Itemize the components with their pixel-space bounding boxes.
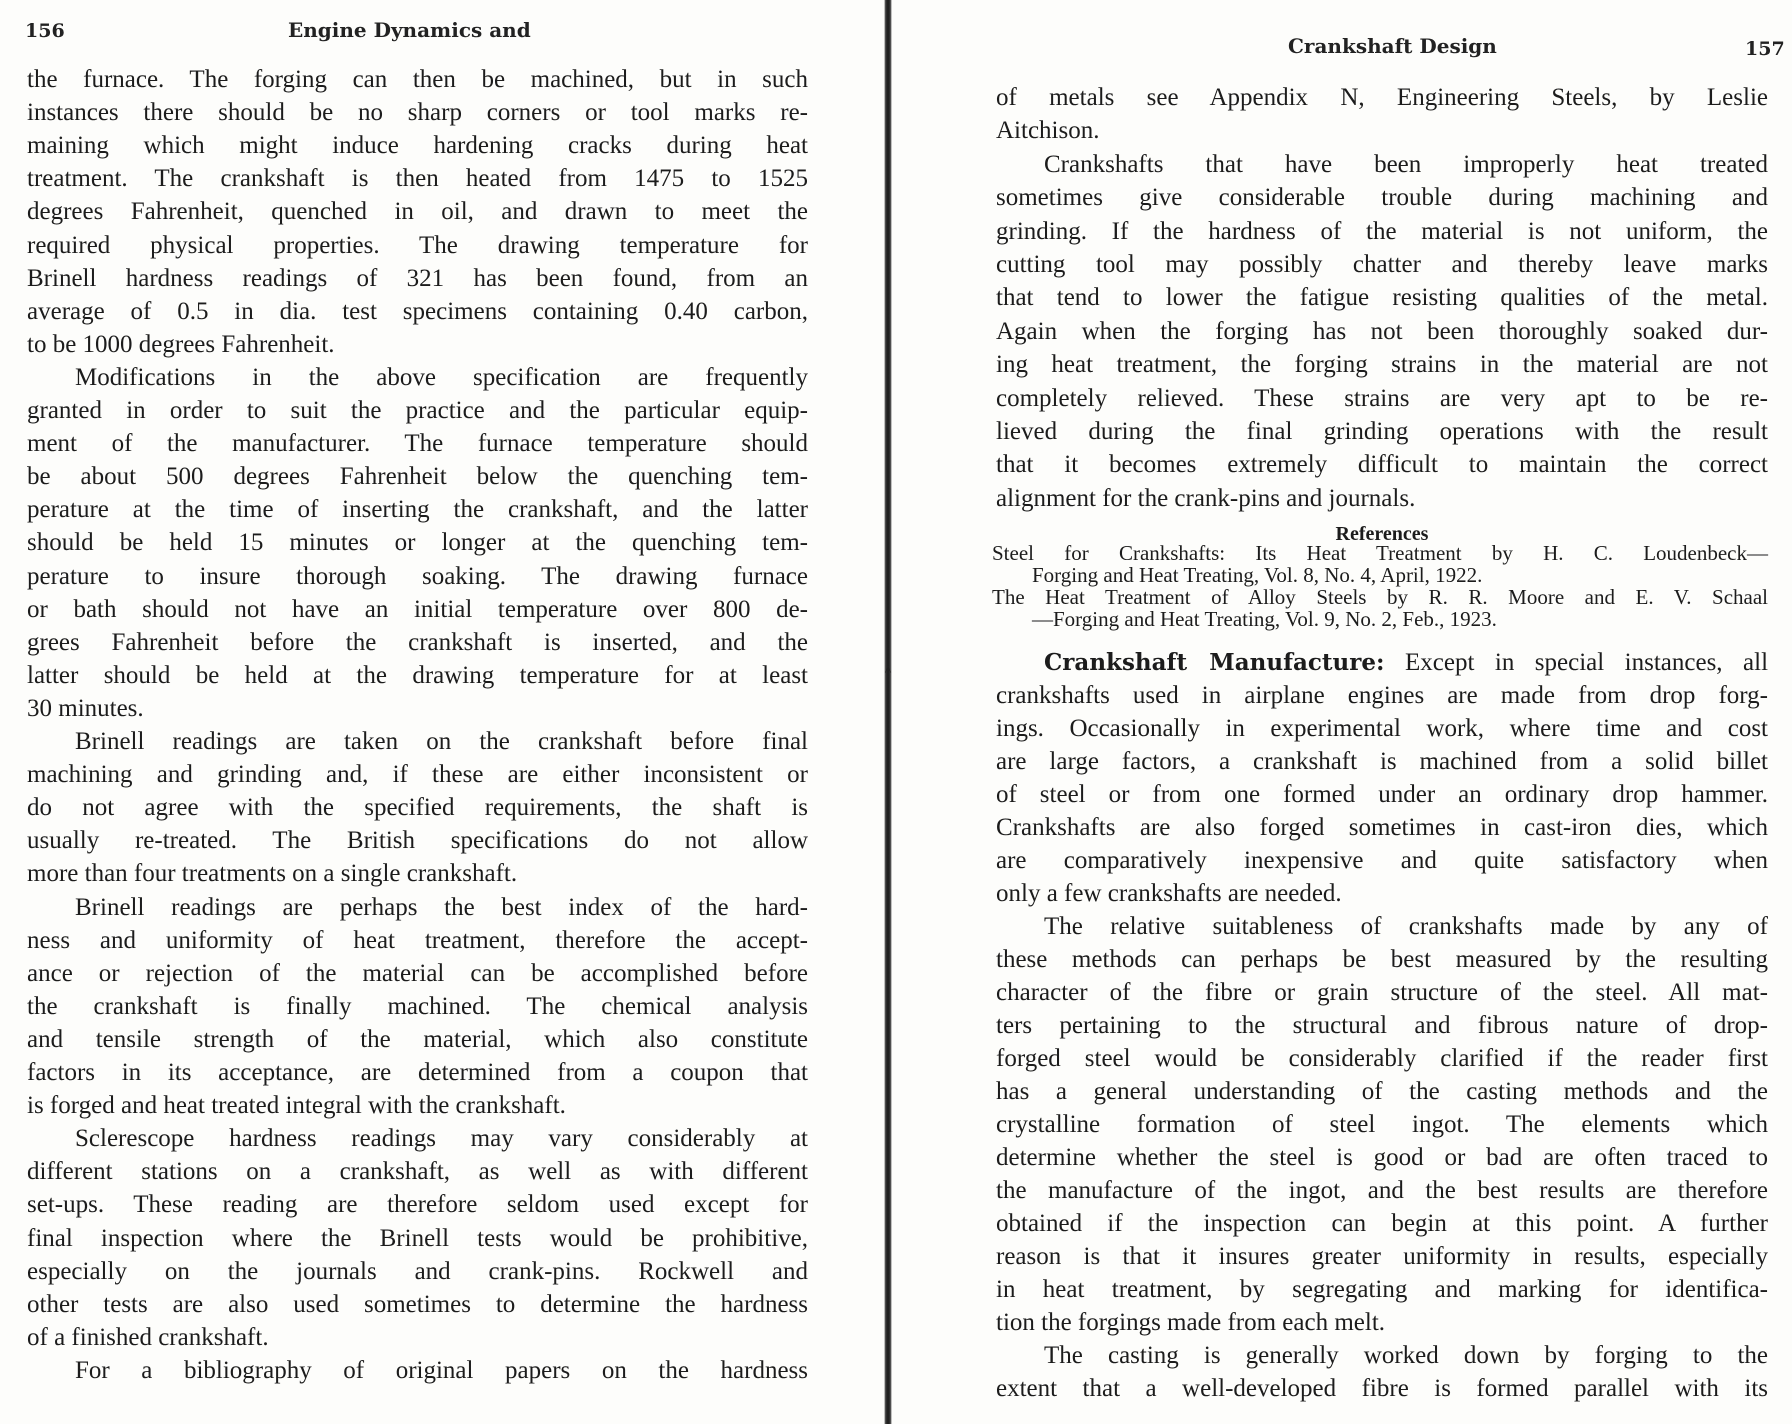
text-line: the manufacture of the ingot, and the best results are therefore [996,1177,1768,1204]
text-line: Brinell readings are taken on the crankshaft before final [75,728,808,755]
text-line: treatment. The crankshaft is then heated from 1475 to 1525 [27,165,808,193]
text-line: alignment for the crank-pins and journals. [996,484,1416,512]
text-line: do not agree with the specified requirements, the shaft is [27,794,808,822]
text-line: Brinell readings are perhaps the best index of the hard- [75,893,808,921]
text-line: Crankshafts that have been improperly heat treated [1044,150,1768,178]
text-line: Aitchison. [996,117,1100,145]
section-heading-crankshaft-manufacture: Crankshaft Manufacture: [1044,649,1385,676]
text-line: that it becomes extremely difficult to maintain the correct [996,451,1768,479]
reference-2-line-2: —Forging and Heat Treating, Vol. 9, No. 2, Feb., 1923. [1032,607,1497,631]
text-line: ing heat treatment, the forging strains in the material are not [996,351,1768,379]
text-line: more than four treatments on a single crankshaft. [27,860,518,888]
text-line: has a general understanding of the casting methods and the [996,1078,1768,1105]
text-line: perature to insure thorough soaking. The drawing furnace [27,562,808,590]
text-line: lieved during the final grinding operations with the result [996,418,1768,445]
text-line: ment of the manufacturer. The furnace temperature should [27,430,808,458]
running-head-left: Engine Dynamics and [288,18,531,42]
text-line: maining which might induce hardening cracks during heat [27,132,808,160]
text-line: usually re-treated. The British specifications do not allow [27,827,808,855]
section-first-line-text: Except in special instances, all [1384,649,1769,676]
text-line: required physical properties. The drawing temperature for [27,231,808,259]
text-line: For a bibliography of original papers on the hardness [75,1356,808,1384]
text-line: final inspection where the Brinell tests would be prohibitive, [27,1224,808,1252]
reference-1-line-1: Steel for Crankshafts: Its Heat Treatment by H. C. Loudenbeck— [992,541,1768,565]
text-line: degrees Fahrenheit, quenched in oil, and drawn to meet the [27,198,808,226]
text-line: completely relieved. These strains are very apt to be re- [996,384,1768,412]
text-line: Sclerescope hardness readings may vary considerably at [75,1125,808,1153]
text-line: of metals see Appendix N, Engineering Steels, by Leslie [996,84,1768,111]
text-line: crystalline formation of steel ingot. The elements which [996,1111,1768,1138]
text-line: determine whether the steel is good or bad are often traced to [996,1144,1768,1171]
left-page [0,0,884,1424]
text-line: tion the forgings made from each melt. [996,1309,1386,1336]
text-line: instances there should be no sharp corners or tool marks re- [27,99,808,127]
text-line: should be held 15 minutes or longer at the quenching tem- [27,529,808,557]
reference-1-line-2: Forging and Heat Treating, Vol. 8, No. 4, April, 1922. [1032,563,1483,587]
text-line: ters pertaining to the structural and fibrous nature of drop- [996,1012,1768,1039]
references-heading: References [1335,523,1429,545]
text-line: cutting tool may possibly chatter and thereby leave marks [996,251,1768,278]
text-line: ings. Occasionally in experimental work, where time and cost [996,715,1768,742]
text-line: in heat treatment, by segregating and marking for identifica- [996,1276,1768,1303]
text-line: different stations on a crankshaft, as well as with different [27,1158,808,1186]
text-line: ance or rejection of the material can be accomplished before [27,959,808,987]
text-line: Brinell hardness readings of 321 has been found, from an [27,264,808,292]
page-number-right: 157 [1745,38,1785,60]
text-line: the furnace. The forging can then be machined, but in such [27,66,808,93]
text-line: obtained if the inspection can begin at this point. A further [996,1210,1768,1237]
text-line: average of 0.5 in dia. test specimens containing 0.40 carbon, [27,297,808,325]
running-head-right: Crankshaft Design [1288,34,1497,58]
text-line: other tests are also used sometimes to determine the hardness [27,1290,808,1318]
text-line: sometimes give considerable trouble during machining and [996,184,1768,212]
book-gutter [884,0,892,1424]
text-line: granted in order to suit the practice and the particular equip- [27,397,808,424]
text-line: that tend to lower the fatigue resisting qualities of the metal. [996,284,1768,312]
text-line: forged steel would be considerably clarified if the reader first [996,1045,1768,1072]
text-line: are large factors, a crankshaft is machined from a solid billet [996,748,1768,775]
text-line: latter should be held at the drawing temperature for at least [27,661,808,689]
right-page [894,0,1792,1424]
text-line: machining and grinding and, if these are either inconsistent or [27,761,808,789]
text-line: character of the fibre or grain structure of the steel. All mat- [996,979,1768,1006]
text-line: Modifications in the above specification are frequently [75,363,808,391]
text-line: to be 1000 degrees Fahrenheit. [27,330,335,358]
text-line: Crankshafts are also forged sometimes in cast-iron dies, which [996,814,1768,841]
reference-2-line-1: The Heat Treatment of Alloy Steels by R. R. Moore and E. V. Schaal [992,585,1768,609]
text-line: grees Fahrenheit before the crankshaft is inserted, and the [27,628,808,656]
gutter-mark: ^ [884,664,892,679]
text-line: 30 minutes. [27,694,144,722]
text-line: Again when the forging has not been thoroughly soaked dur- [996,317,1768,345]
text-line: or bath should not have an initial temperature over 800 de- [27,595,808,623]
text-line: set-ups. These reading are therefore seldom used except for [27,1191,808,1219]
text-line: of steel or from one formed under an ordinary drop hammer. [996,781,1768,808]
text-line: are comparatively inexpensive and quite satisfactory when [996,847,1768,874]
text-line: especially on the journals and crank-pins. Rockwell and [27,1257,808,1285]
text-line: be about 500 degrees Fahrenheit below the quenching tem- [27,463,808,491]
text-line: grinding. If the hardness of the material is not uniform, the [996,217,1768,245]
section-first-line [996,648,1768,678]
text-line: and tensile strength of the material, which also constitute [27,1025,808,1053]
text-line: perature at the time of inserting the crankshaft, and the latter [27,496,808,524]
text-line: these methods can perhaps be best measured by the resulting [996,946,1768,973]
page-number-left: 156 [25,20,65,42]
text-line: the crankshaft is finally machined. The chemical analysis [27,992,808,1020]
text-line: crankshafts used in airplane engines are made from drop forg- [996,682,1768,709]
text-line: ness and uniformity of heat treatment, therefore the accept- [27,926,808,954]
text-line: of a finished crankshaft. [27,1323,269,1351]
text-line: factors in its acceptance, are determined from a coupon that [27,1059,808,1086]
text-line: The relative suitableness of crankshafts made by any of [1044,913,1768,940]
text-line: reason is that it insures greater uniformity in results, especially [996,1243,1768,1270]
text-line: is forged and heat treated integral with the crankshaft. [27,1092,566,1120]
text-line: The casting is generally worked down by forging to the [1044,1342,1768,1369]
text-line: extent that a well-developed fibre is formed parallel with its [996,1375,1768,1402]
text-line: only a few crankshafts are needed. [996,880,1342,907]
